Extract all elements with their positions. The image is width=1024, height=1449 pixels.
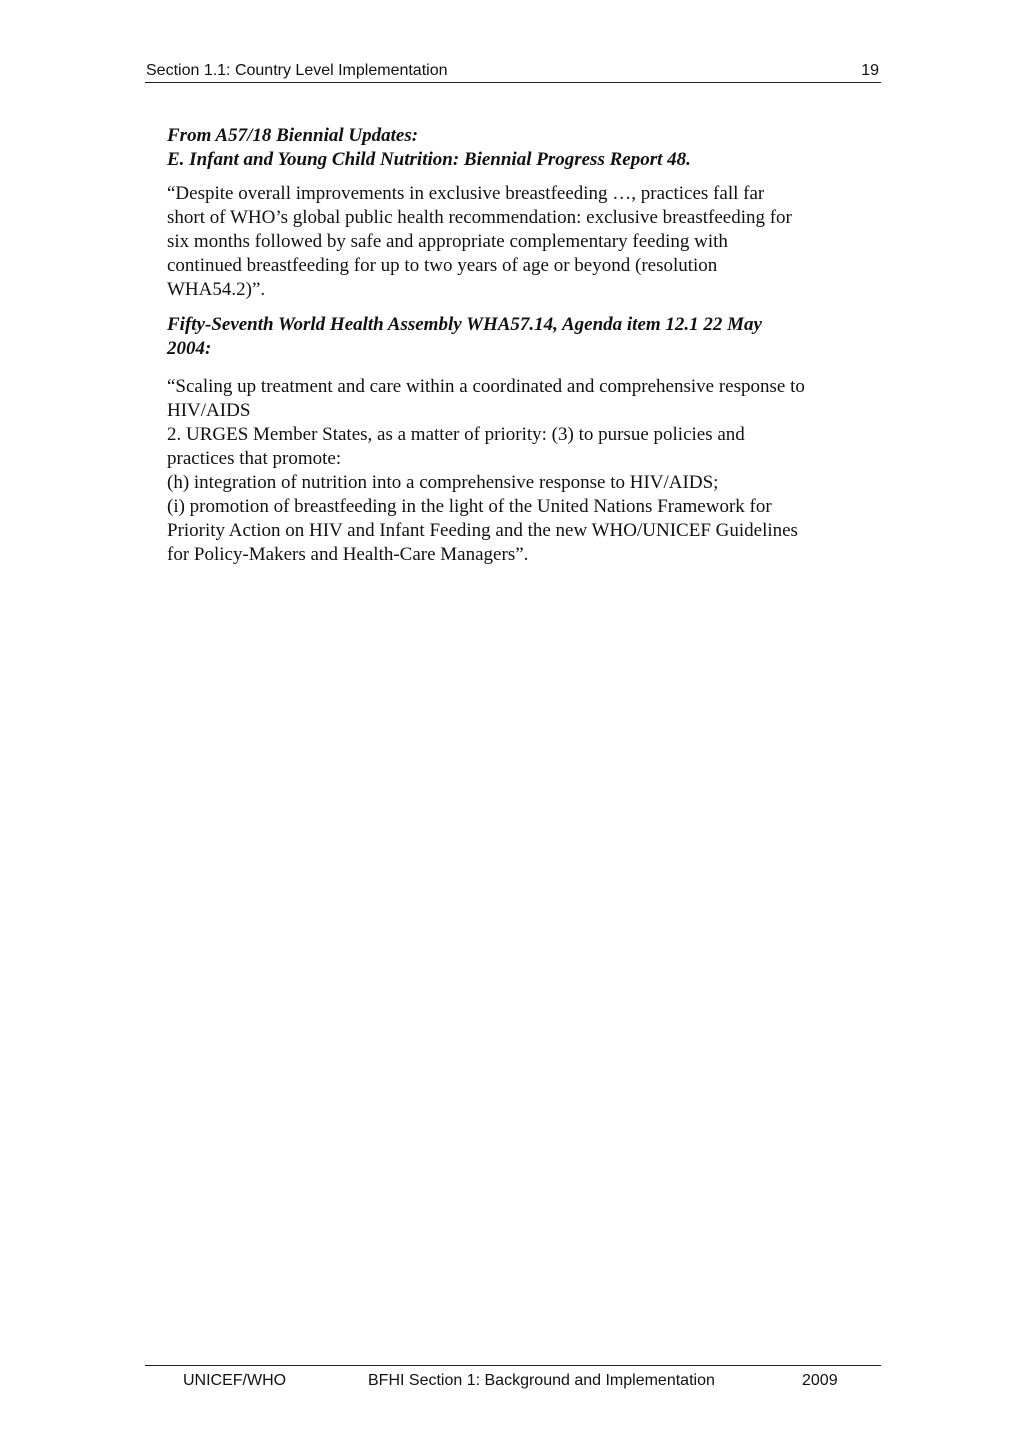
- assembly-heading-line-1: Fifty-Seventh World Health Assembly WHA57.14, Agenda item 12.1 22 May: [167, 314, 762, 335]
- page-footer: [145, 1365, 881, 1396]
- quote-line: practices that promote:: [167, 448, 342, 469]
- page-header: [145, 60, 881, 83]
- footer-org: UNICEF/WHO: [183, 1372, 287, 1389]
- quote-line: WHA54.2)”.: [167, 279, 266, 300]
- quote-line: HIV/AIDS: [167, 400, 251, 421]
- assembly-heading-line-2: 2004:: [167, 338, 212, 359]
- assembly-resolution-block: [167, 313, 867, 567]
- quote-line: for Policy-Makers and Health-Care Managers”.: [167, 544, 529, 565]
- quote-line: 2. URGES Member States, as a matter of priority: (3) to pursue policies and: [167, 424, 745, 445]
- quote-line: (i) promotion of breastfeeding in the light of the United Nations Framework for: [167, 496, 772, 517]
- page-content: [167, 124, 867, 567]
- quote-line: (h) integration of nutrition into a comprehensive response to HIV/AIDS;: [167, 472, 719, 493]
- quote-line: Priority Action on HIV and Infant Feeding and the new WHO/UNICEF Guidelines: [167, 520, 798, 541]
- header-section-title: Section 1.1: Country Level Implementation: [146, 62, 448, 79]
- quote-line: “Scaling up treatment and care within a coordinated and comprehensive response to: [167, 376, 805, 397]
- header-page-number: 19: [861, 62, 879, 79]
- update-report-block: [167, 124, 867, 302]
- quote-line: short of WHO’s global public health recommendation: exclusive breastfeeding for: [167, 207, 792, 228]
- quote-line: “Despite overall improvements in exclusive breastfeeding …, practices fall far: [167, 183, 765, 204]
- update-heading-line-1: From A57/18 Biennial Updates:: [167, 125, 419, 146]
- quote-line: six months followed by safe and appropriate complementary feeding with: [167, 231, 728, 252]
- footer-year: 2009: [802, 1372, 838, 1389]
- footer-doc-title: BFHI Section 1: Background and Implementation: [368, 1372, 715, 1389]
- quote-line: continued breastfeeding for up to two years of age or beyond (resolution: [167, 255, 718, 276]
- update-heading-line-2: E. Infant and Young Child Nutrition: Biennial Progress Report 48.: [167, 149, 691, 170]
